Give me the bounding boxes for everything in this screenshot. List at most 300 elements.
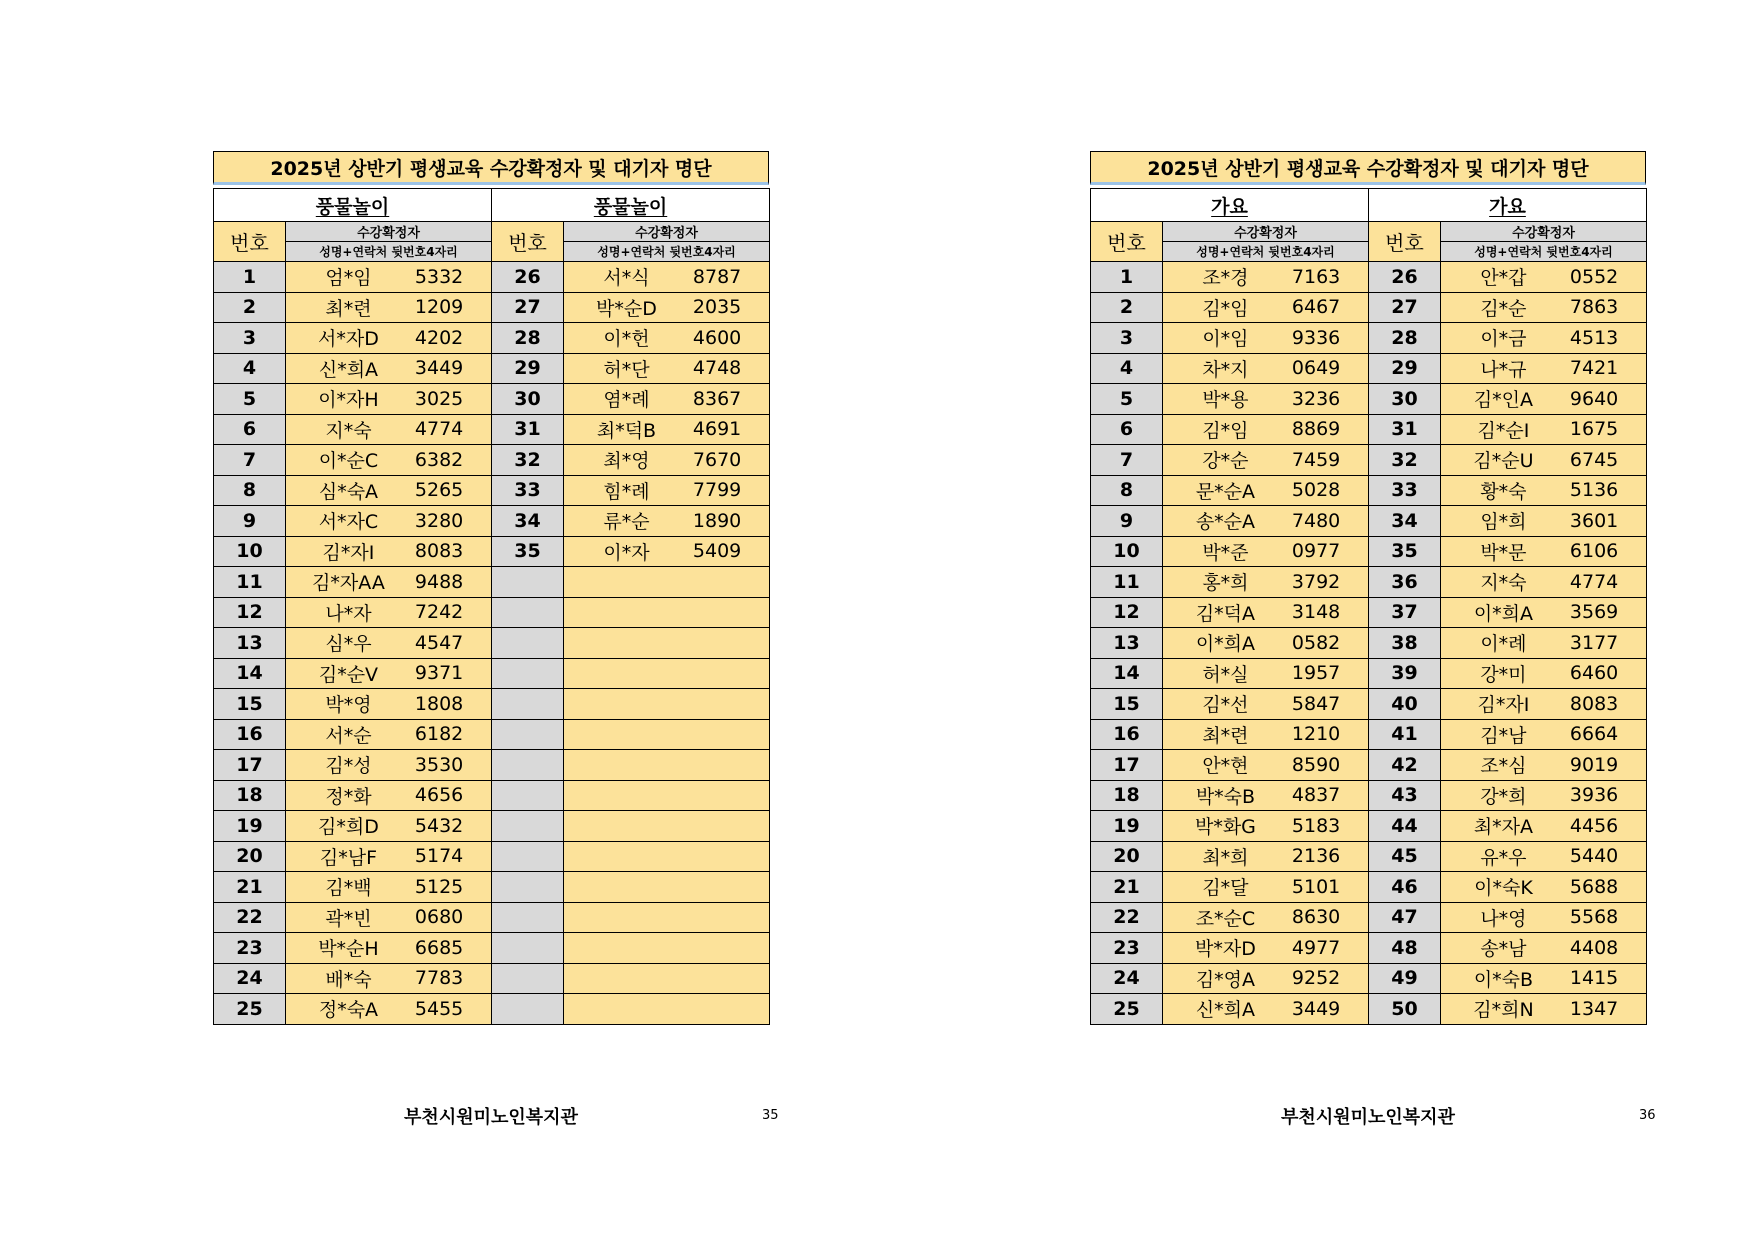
attendee-name: 이*자 (603, 541, 650, 564)
attendee-left (286, 475, 492, 506)
attendee-right (1441, 414, 1647, 445)
table-row (1091, 811, 1647, 842)
attendee-left (1163, 384, 1369, 415)
row-number-right (492, 750, 564, 781)
attendee-entry (1163, 994, 1368, 1024)
attendee-left (1163, 841, 1369, 872)
phone-last4: 9640 (1569, 387, 1619, 410)
phone-last4: 1957 (1291, 662, 1341, 685)
attendee-name: 김*백 (325, 877, 372, 900)
phone-last4: 5136 (1569, 479, 1619, 502)
attendee-entry (1163, 842, 1368, 872)
row-number-right (492, 963, 564, 994)
row-number-left: 11 (214, 567, 286, 598)
row-number-left: 6 (1091, 414, 1163, 445)
attendee-left (286, 689, 492, 720)
row-number-left: 16 (1091, 719, 1163, 750)
phone-last4: 8590 (1291, 753, 1341, 776)
attendee-name: 홍*희 (1202, 572, 1249, 595)
attendee-left (286, 414, 492, 445)
table-row (1091, 933, 1647, 964)
phone-last4: 8083 (414, 540, 464, 563)
attendee-name: 허*단 (603, 358, 650, 381)
attendee-right (1441, 262, 1647, 293)
phone-last4: 4600 (692, 326, 742, 349)
row-number-left: 1 (214, 262, 286, 293)
attendee-left (286, 963, 492, 994)
attendee-entry (286, 994, 491, 1024)
attendee-name: 힘*례 (603, 480, 650, 503)
phone-last4: 6664 (1569, 723, 1619, 746)
attendee-left (286, 750, 492, 781)
attendee-right (564, 780, 770, 811)
attendee-entry (286, 842, 491, 872)
phone-last4: 4456 (1569, 814, 1619, 837)
attendee-right (564, 658, 770, 689)
phone-last4: 8367 (692, 387, 742, 410)
attendee-entry (1441, 811, 1646, 841)
attendee-name: 김*순U (1473, 450, 1534, 473)
row-number-left: 15 (1091, 689, 1163, 720)
attendee-left (286, 658, 492, 689)
attendee-entry (286, 872, 491, 902)
attendee-left (1163, 750, 1369, 781)
attendee-entry (564, 354, 769, 384)
attendee-entry (1163, 415, 1368, 445)
attendee-right (564, 445, 770, 476)
attendee-entry (1441, 720, 1646, 750)
phone-last4: 4774 (1569, 570, 1619, 593)
attendee-name: 이*숙B (1473, 968, 1534, 991)
row-number-left: 17 (1091, 750, 1163, 781)
row-number-left: 19 (1091, 811, 1163, 842)
row-number-right: 27 (1369, 292, 1441, 323)
row-number-left: 14 (214, 658, 286, 689)
attendee-left (286, 567, 492, 598)
name-phone-header-left: 성명+연락처 뒷번호4자리 (286, 242, 492, 262)
phone-last4: 5332 (414, 265, 464, 288)
attendee-entry (1441, 872, 1646, 902)
attendee-name: 이*희A (1195, 633, 1256, 656)
row-number-left: 10 (1091, 536, 1163, 567)
attendee-entry (286, 811, 491, 841)
attendee-name: 김*영A (1195, 968, 1256, 991)
row-number-left: 22 (214, 902, 286, 933)
attendee-name: 류*순 (603, 511, 650, 534)
row-number-left: 21 (214, 872, 286, 903)
row-number-left: 7 (214, 445, 286, 476)
row-number-right: 28 (492, 323, 564, 354)
attendee-entry (564, 415, 769, 445)
attendee-entry (1163, 903, 1368, 933)
attendee-left (286, 292, 492, 323)
phone-last4: 5847 (1291, 692, 1341, 715)
row-number-right: 32 (1369, 445, 1441, 476)
attendee-right (1441, 628, 1647, 659)
phone-last4: 5265 (414, 479, 464, 502)
row-number-right: 26 (1369, 262, 1441, 293)
attendee-right (564, 750, 770, 781)
attendee-entry (1163, 964, 1368, 994)
attendee-right (1441, 719, 1647, 750)
attendee-name: 김*순I (1477, 419, 1530, 442)
row-number-right (492, 780, 564, 811)
row-number-left: 2 (214, 292, 286, 323)
attendee-name: 김*성 (325, 755, 372, 778)
name-phone-header-left: 성명+연락처 뒷번호4자리 (1163, 242, 1369, 262)
row-number-right (492, 689, 564, 720)
row-number-right (492, 811, 564, 842)
attendee-name: 이*임 (1202, 328, 1249, 351)
attendee-right (564, 933, 770, 964)
attendee-right (1441, 475, 1647, 506)
row-number-left: 13 (214, 628, 286, 659)
row-number-right: 29 (1369, 353, 1441, 384)
roster-table (1090, 188, 1647, 1025)
attendee-entry (1441, 903, 1646, 933)
attendee-entry (286, 750, 491, 780)
attendee-right (564, 628, 770, 659)
attendee-name: 김*자I (322, 541, 375, 564)
attendee-name: 이*자H (318, 389, 379, 412)
attendee-name: 허*실 (1202, 663, 1249, 686)
attendee-right (564, 872, 770, 903)
attendee-name: 김*선 (1202, 694, 1249, 717)
phone-last4: 1808 (414, 692, 464, 715)
phone-last4: 3601 (1569, 509, 1619, 532)
attendee-left (286, 384, 492, 415)
attendee-left (286, 933, 492, 964)
table-row (214, 658, 770, 689)
attendee-entry (564, 781, 769, 811)
table-row (1091, 597, 1647, 628)
table-row (214, 506, 770, 537)
attendee-entry (564, 872, 769, 902)
attendee-left (286, 994, 492, 1025)
attendee-name: 이*희A (1473, 602, 1534, 625)
attendee-right (564, 384, 770, 415)
attendee-entry (564, 750, 769, 780)
attendee-left (1163, 719, 1369, 750)
phone-last4: 6106 (1569, 540, 1619, 563)
row-number-left: 9 (214, 506, 286, 537)
row-number-right: 33 (1369, 475, 1441, 506)
attendee-right (564, 536, 770, 567)
attendee-entry (1441, 689, 1646, 719)
attendee-name: 이*숙K (1474, 877, 1533, 900)
attendee-name: 박*용 (1202, 389, 1249, 412)
attendee-left (286, 323, 492, 354)
row-number-right (492, 841, 564, 872)
attendee-entry (564, 445, 769, 475)
phone-last4: 0582 (1291, 631, 1341, 654)
attendee-left (1163, 811, 1369, 842)
attendee-left (1163, 323, 1369, 354)
row-number-right (492, 994, 564, 1025)
attendee-name: 송*남 (1480, 938, 1527, 961)
attendee-name: 심*숙A (318, 480, 379, 503)
attendee-name: 조*심 (1480, 755, 1527, 778)
attendee-right (564, 506, 770, 537)
attendee-name: 차*지 (1202, 358, 1249, 381)
table-row (214, 750, 770, 781)
attendee-right (1441, 597, 1647, 628)
attendee-entry (564, 689, 769, 719)
phone-last4: 5101 (1291, 875, 1341, 898)
confirmed-header-left: 수강확정자 (1163, 222, 1369, 242)
phone-last4: 7242 (414, 601, 464, 624)
attendee-right (1441, 323, 1647, 354)
attendee-left (286, 353, 492, 384)
row-number-left: 19 (214, 811, 286, 842)
phone-last4: 3449 (414, 357, 464, 380)
attendee-name: 김*임 (1202, 419, 1249, 442)
phone-last4: 4202 (414, 326, 464, 349)
attendee-entry (286, 689, 491, 719)
attendee-entry (1441, 445, 1646, 475)
table-row (1091, 872, 1647, 903)
phone-last4: 7480 (1291, 509, 1341, 532)
row-number-left: 6 (214, 414, 286, 445)
attendee-entry (564, 659, 769, 689)
table-row (1091, 292, 1647, 323)
attendee-entry (564, 476, 769, 506)
attendee-name: 최*희 (1202, 846, 1249, 869)
attendee-name: 김*덕A (1195, 602, 1256, 625)
attendee-name: 최*덕B (596, 419, 657, 442)
row-number-right: 36 (1369, 567, 1441, 598)
table-row (1091, 262, 1647, 293)
attendee-name: 김*임 (1202, 297, 1249, 320)
phone-last4: 9252 (1291, 967, 1341, 990)
row-number-right (492, 658, 564, 689)
row-number-left: 12 (214, 597, 286, 628)
row-number-right: 32 (492, 445, 564, 476)
attendee-name: 문*순A (1195, 480, 1256, 503)
phone-last4: 0552 (1569, 265, 1619, 288)
row-number-left: 9 (1091, 506, 1163, 537)
attendee-entry (286, 415, 491, 445)
attendee-name: 조*경 (1202, 267, 1249, 290)
row-number-right: 29 (492, 353, 564, 384)
attendee-entry (286, 567, 491, 597)
attendee-name: 이*례 (1480, 633, 1527, 656)
attendee-left (1163, 414, 1369, 445)
row-number-right: 35 (1369, 536, 1441, 567)
phone-last4: 3449 (1291, 997, 1341, 1020)
attendee-name: 최*련 (325, 297, 372, 320)
attendee-name: 서*식 (603, 267, 650, 290)
attendee-left (1163, 536, 1369, 567)
footer-organization: 부천시원미노인복지관 (404, 1107, 578, 1128)
attendee-name: 이*헌 (603, 328, 650, 351)
attendee-name: 김*희N (1473, 999, 1534, 1022)
row-number-left: 15 (214, 689, 286, 720)
attendee-right (1441, 567, 1647, 598)
phone-last4: 3936 (1569, 784, 1619, 807)
table-row (214, 353, 770, 384)
attendee-entry (286, 384, 491, 414)
row-number-left: 8 (1091, 475, 1163, 506)
attendee-entry (1163, 659, 1368, 689)
attendee-entry (564, 720, 769, 750)
row-number-right: 37 (1369, 597, 1441, 628)
attendee-name: 지*숙 (1480, 572, 1527, 595)
attendee-left (1163, 994, 1369, 1025)
row-number-left: 10 (214, 536, 286, 567)
row-number-right: 26 (492, 262, 564, 293)
phone-last4: 0977 (1291, 540, 1341, 563)
phone-last4: 5440 (1569, 845, 1619, 868)
attendee-entry (286, 964, 491, 994)
attendee-name: 박*순H (318, 938, 379, 961)
attendee-name: 김*순 (1480, 297, 1527, 320)
phone-last4: 6182 (414, 723, 464, 746)
attendee-entry (286, 903, 491, 933)
table-row (214, 384, 770, 415)
attendee-name: 배*숙 (325, 968, 372, 991)
phone-last4: 7783 (414, 967, 464, 990)
phone-last4: 9371 (414, 662, 464, 685)
attendee-entry (1163, 293, 1368, 323)
attendee-left (1163, 658, 1369, 689)
attendee-name: 강*순 (1202, 450, 1249, 473)
row-number-right: 34 (492, 506, 564, 537)
phone-last4: 4691 (692, 418, 742, 441)
attendee-left (286, 841, 492, 872)
phone-last4: 9488 (414, 570, 464, 593)
attendee-name: 조*순C (1195, 907, 1256, 930)
attendee-name: 박*화G (1194, 816, 1256, 839)
attendee-entry (1163, 933, 1368, 963)
phone-last4: 8869 (1291, 418, 1341, 441)
row-number-left: 17 (214, 750, 286, 781)
table-row (214, 872, 770, 903)
table-row (1091, 506, 1647, 537)
attendee-entry (1163, 720, 1368, 750)
row-number-right: 45 (1369, 841, 1441, 872)
phone-last4: 0649 (1291, 357, 1341, 380)
attendee-entry (1441, 842, 1646, 872)
phone-last4: 6382 (414, 448, 464, 471)
row-number-right (492, 902, 564, 933)
row-number-right: 49 (1369, 963, 1441, 994)
course-header-row (214, 189, 770, 222)
row-number-right: 27 (492, 292, 564, 323)
table-row (214, 292, 770, 323)
attendee-entry (564, 964, 769, 994)
row-number-left: 20 (214, 841, 286, 872)
attendee-left (1163, 353, 1369, 384)
attendee-name: 송*순A (1195, 511, 1256, 534)
row-number-right: 31 (492, 414, 564, 445)
row-number-left: 23 (1091, 933, 1163, 964)
row-number-left: 24 (1091, 963, 1163, 994)
attendee-entry (1163, 689, 1368, 719)
name-phone-header-right: 성명+연락처 뒷번호4자리 (564, 242, 770, 262)
attendee-entry (1163, 750, 1368, 780)
attendee-entry (286, 506, 491, 536)
phone-last4: 5028 (1291, 479, 1341, 502)
attendee-name: 박*숙B (1195, 785, 1256, 808)
phone-last4: 2136 (1291, 845, 1341, 868)
attendee-right (1441, 780, 1647, 811)
row-number-left: 24 (214, 963, 286, 994)
row-number-right: 44 (1369, 811, 1441, 842)
attendee-entry (1441, 262, 1646, 292)
table-row (214, 719, 770, 750)
roster-sheet (1090, 151, 1646, 1025)
row-number-left: 3 (1091, 323, 1163, 354)
attendee-entry (1441, 628, 1646, 658)
attendee-name: 서*자D (318, 328, 379, 351)
phone-last4: 0680 (414, 906, 464, 929)
attendee-entry (1441, 506, 1646, 536)
table-row (1091, 719, 1647, 750)
attendee-name: 서*자C (318, 511, 379, 534)
sheet-title: 2025년 상반기 평생교육 수강확정자 및 대기자 명단 (213, 151, 769, 185)
table-row (214, 475, 770, 506)
attendee-entry (1163, 384, 1368, 414)
row-number-left: 23 (214, 933, 286, 964)
row-number-left: 18 (214, 780, 286, 811)
phone-last4: 5568 (1569, 906, 1619, 929)
attendee-entry (1163, 537, 1368, 567)
attendee-entry (286, 537, 491, 567)
attendee-entry (1441, 415, 1646, 445)
phone-last4: 4513 (1569, 326, 1619, 349)
table-row (1091, 841, 1647, 872)
attendee-left (286, 780, 492, 811)
row-number-left: 14 (1091, 658, 1163, 689)
table-row (1091, 689, 1647, 720)
attendee-name: 황*숙 (1480, 480, 1527, 503)
phone-last4: 4748 (692, 357, 742, 380)
phone-last4: 5455 (414, 997, 464, 1020)
phone-last4: 1347 (1569, 997, 1619, 1020)
attendee-entry (564, 811, 769, 841)
attendee-name: 신*희A (1195, 999, 1256, 1022)
attendee-entry (564, 933, 769, 963)
row-number-left: 18 (1091, 780, 1163, 811)
row-number-left: 8 (214, 475, 286, 506)
attendee-name: 김*순V (318, 663, 379, 686)
attendee-right (564, 262, 770, 293)
row-number-left: 13 (1091, 628, 1163, 659)
row-number-left: 4 (1091, 353, 1163, 384)
phone-last4: 5125 (414, 875, 464, 898)
attendee-left (1163, 475, 1369, 506)
phone-last4: 3530 (414, 753, 464, 776)
attendee-name: 임*희 (1480, 511, 1527, 534)
table-row (214, 414, 770, 445)
attendee-entry (1163, 354, 1368, 384)
attendee-entry (1163, 811, 1368, 841)
attendee-right (1441, 353, 1647, 384)
attendee-name: 나*규 (1480, 358, 1527, 381)
row-number-left: 25 (214, 994, 286, 1025)
attendee-entry (564, 323, 769, 353)
phone-last4: 3025 (414, 387, 464, 410)
attendee-name: 최*련 (1202, 724, 1249, 747)
phone-last4: 5688 (1569, 875, 1619, 898)
row-number-right: 30 (1369, 384, 1441, 415)
attendee-name: 나*자 (325, 602, 372, 625)
attendee-entry (1441, 293, 1646, 323)
column-header-row (1091, 222, 1647, 242)
attendee-entry (1163, 506, 1368, 536)
course-name-right: 가요 (1369, 189, 1647, 222)
